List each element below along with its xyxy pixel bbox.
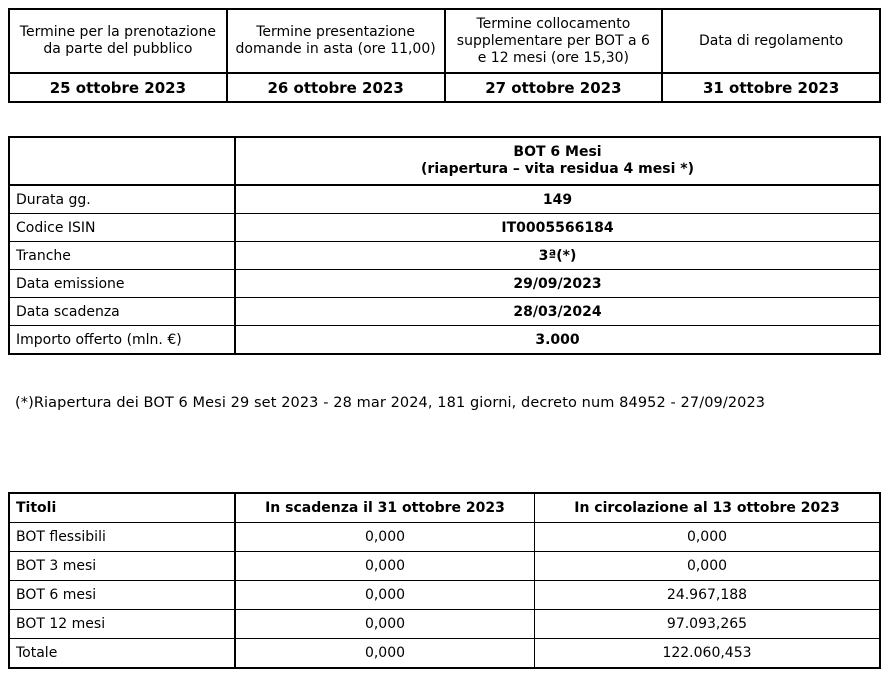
dates-header-cell: Termine per la prenotazione da parte del pubblico	[9, 9, 227, 73]
row-label: Data emissione	[9, 270, 235, 298]
titolo-circolazione: 0,000	[535, 552, 881, 581]
bot-title-empty-cell	[9, 137, 235, 185]
row-value: 28/03/2024	[235, 298, 880, 326]
footnote: (*)Riapertura dei BOT 6 Mesi 29 set 2023 - 28 mar 2024, 181 giorni, decreto num 84952 - 27/09/2023	[15, 395, 766, 411]
row-label: Tranche	[9, 242, 235, 270]
titolo-scadenza: 0,000	[235, 581, 535, 610]
table-row	[9, 298, 880, 326]
bot-title: BOT 6 Mesi	[513, 144, 602, 160]
row-value: 3.000	[235, 326, 880, 355]
row-value: 29/09/2023	[235, 270, 880, 298]
table-row	[9, 610, 880, 639]
table-row	[9, 581, 880, 610]
titolo-circolazione: 24.967,188	[535, 581, 881, 610]
dates-header-cell: Termine presentazione domande in asta (ore 11,00)	[227, 9, 445, 73]
titolo-circolazione: 0,000	[535, 523, 881, 552]
titolo-scadenza: 0,000	[235, 523, 535, 552]
table-row	[9, 326, 880, 355]
table-row	[9, 214, 880, 242]
dates-value-cell: 26 ottobre 2023	[227, 73, 445, 102]
bot-details-table	[8, 136, 881, 355]
titolo-scadenza: 0,000	[235, 639, 535, 669]
header-cell-circolazione: In circolazione al 13 ottobre 2023	[535, 493, 881, 523]
dates-header-row	[9, 9, 880, 73]
titolo-circolazione: 122.060,453	[535, 639, 881, 669]
titolo-name: BOT 12 mesi	[9, 610, 235, 639]
titolo-name: BOT flessibili	[9, 523, 235, 552]
table-row	[9, 552, 880, 581]
dates-header-cell: Termine collocamento supplementare per BOT a 6 e 12 mesi (ore 15,30)	[445, 9, 663, 73]
titoli-header-row	[9, 493, 880, 523]
table-row	[9, 185, 880, 214]
table-row	[9, 270, 880, 298]
table-row	[9, 639, 880, 669]
row-label: Codice ISIN	[9, 214, 235, 242]
row-value: 149	[235, 185, 880, 214]
dates-value-cell: 31 ottobre 2023	[662, 73, 880, 102]
titolo-name: BOT 3 mesi	[9, 552, 235, 581]
titolo-name: BOT 6 mesi	[9, 581, 235, 610]
dates-value-cell: 27 ottobre 2023	[445, 73, 663, 102]
row-label: Durata gg.	[9, 185, 235, 214]
header-cell-titoli: Titoli	[9, 493, 235, 523]
bot-title-cell	[235, 137, 880, 185]
table-row	[9, 242, 880, 270]
row-value: 3ª(*)	[235, 242, 880, 270]
header-cell-scadenza: In scadenza il 31 ottobre 2023	[235, 493, 535, 523]
dates-table	[8, 8, 881, 103]
bot-title-row	[9, 137, 880, 185]
titoli-table	[8, 492, 881, 669]
titolo-circolazione: 97.093,265	[535, 610, 881, 639]
titolo-name: Totale	[9, 639, 235, 669]
table-row	[9, 523, 880, 552]
bot-subtitle: (riapertura – vita residua 4 mesi *)	[421, 161, 694, 177]
dates-value-row	[9, 73, 880, 102]
dates-value-cell: 25 ottobre 2023	[9, 73, 227, 102]
row-label: Importo offerto (mln. €)	[9, 326, 235, 355]
row-value: IT0005566184	[235, 214, 880, 242]
titolo-scadenza: 0,000	[235, 552, 535, 581]
titolo-scadenza: 0,000	[235, 610, 535, 639]
dates-header-cell: Data di regolamento	[662, 9, 880, 73]
row-label: Data scadenza	[9, 298, 235, 326]
